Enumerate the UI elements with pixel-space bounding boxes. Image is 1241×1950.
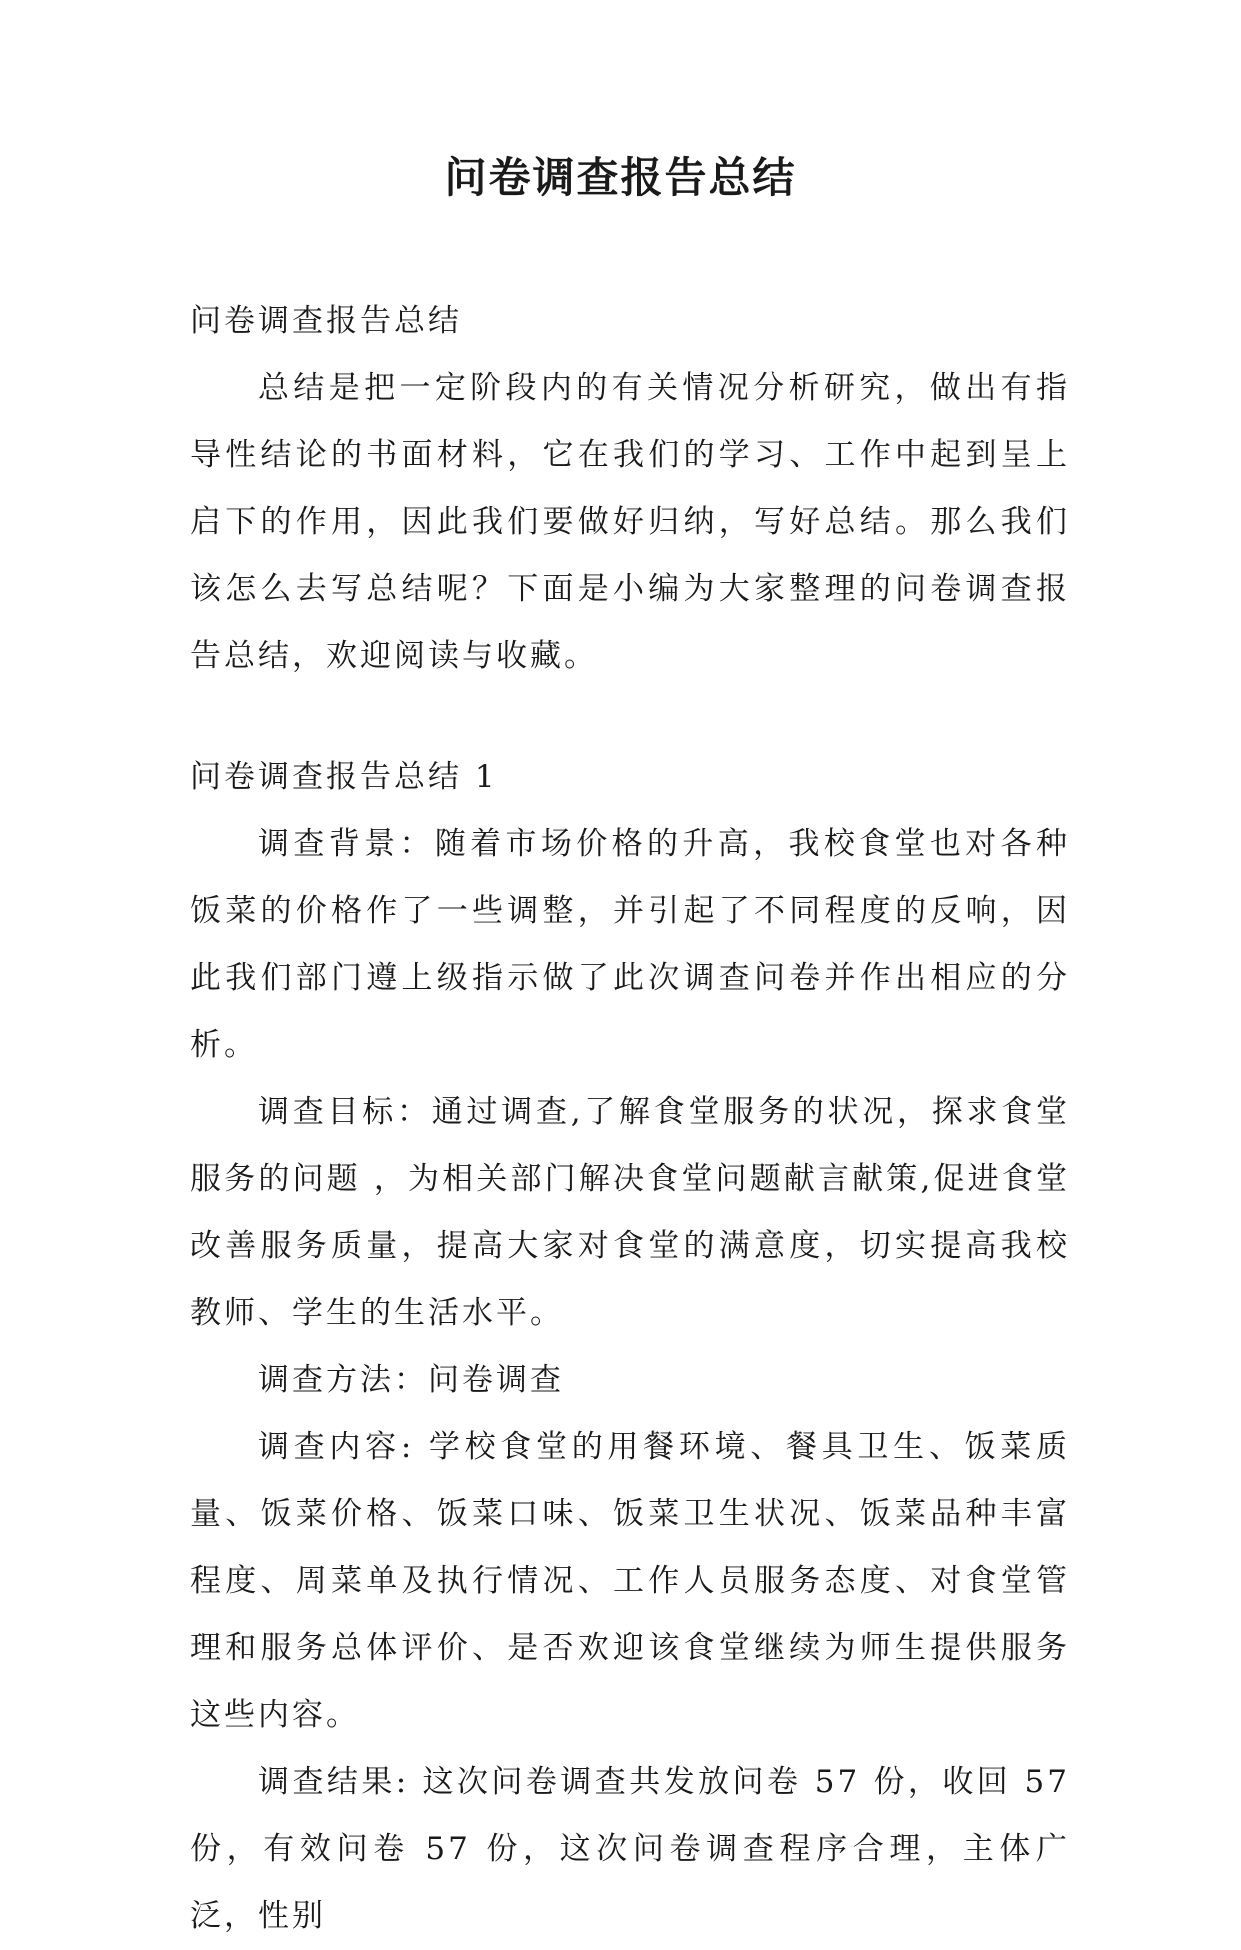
paragraph-method: 调查方法：问卷调查 (258, 1362, 564, 1398)
paragraph-result: 调查结果: 这次问卷调查共发放问卷 57 份，收回 57 份，有效问卷 57 份，这次问卷调查程序合理，主体广泛，性别 (190, 1764, 1070, 1934)
intro-paragraph: 总结是把一定阶段内的有关情况分析研究，做出有指导性结论的书面材料，它在我们的学习、工作中起到呈上启下的作用，因此我们要做好归纳，写好总结。那么我们该怎么去写总结呢？下面是小编为大家整理的问卷调查报告总结，欢迎阅读与收藏。 (190, 370, 1070, 674)
paragraph-goal: 调查目标：通过调查,了解食堂服务的状况，探求食堂服务的问题 ，为相关部门解决食堂问题献言献策,促进食堂改善服务质量，提高大家对食堂的满意度，切实提高我校教师、学生的生活水平。 (190, 1094, 1070, 1331)
document-body (190, 288, 1070, 1950)
paragraph-background: 调查背景：随着市场价格的升高，我校食堂也对各种饭菜的价格作了一些调整，并引起了不同程度的反响，因此我们部门遵上级指示做了此次调查问卷并作出相应的分析。 (190, 826, 1070, 1063)
paragraph-content: 调查内容: 学校食堂的用餐环境、餐具卫生、饭菜质量、饭菜价格、饭菜口味、饭菜卫生状况、饭菜品种丰富程度、周菜单及执行情况、工作人员服务态度、对食堂管理和服务总体评价、是否欢迎该食堂继续为师生提供服务这些内容。 (190, 1429, 1070, 1733)
section-spacer (190, 690, 1070, 744)
document-subtitle: 问卷调查报告总结 (190, 303, 462, 339)
section-heading: 问卷调查报告总结 1 (190, 759, 498, 795)
document-title: 问卷调查报告总结 (444, 153, 797, 202)
